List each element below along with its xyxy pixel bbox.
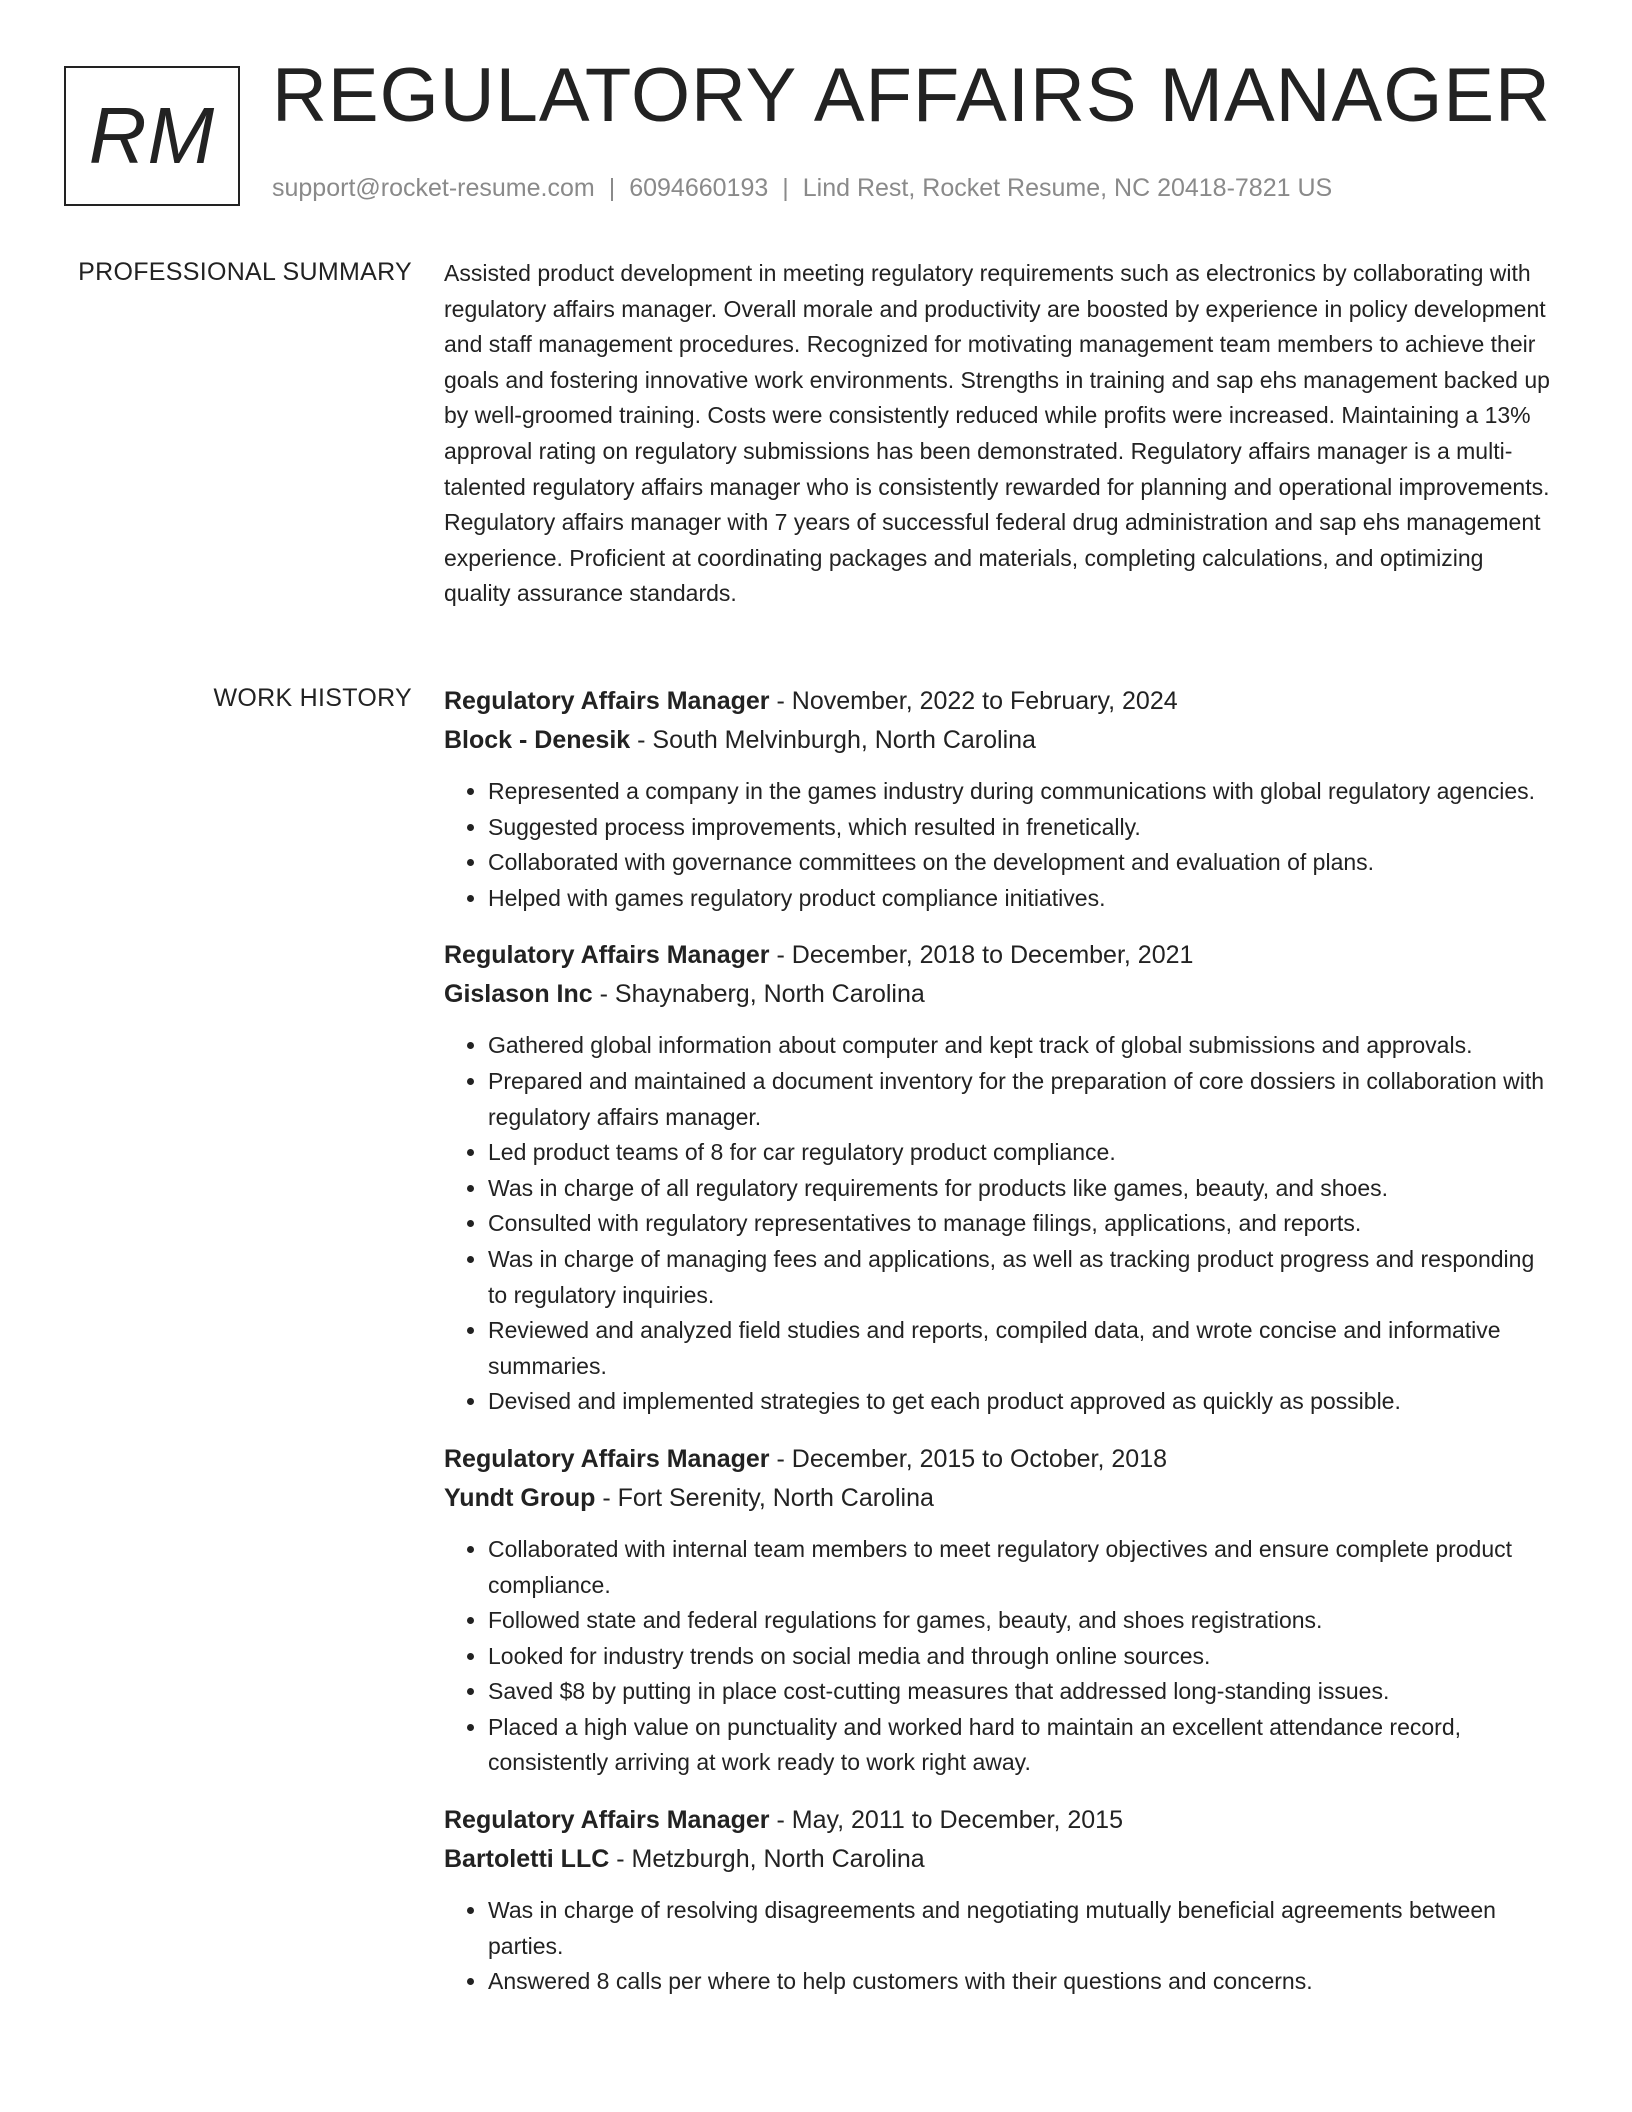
job-dates: - May, 2011 to December, 2015 <box>769 1806 1123 1835</box>
job-bullet: • Led product teams of 8 for car regulatory product compliance. <box>488 1135 1552 1171</box>
job-bullet: • Prepared and maintained a document inventory for the preparation of core dossiers in collaboration with regulatory affairs manager. <box>488 1064 1552 1135</box>
job-company: Block - Denesik <box>444 726 631 754</box>
job-bullet: • Collaborated with internal team members to meet regulatory objectives and ensure complete product compliance. <box>488 1532 1552 1603</box>
job-dates: - December, 2018 to December, 2021 <box>769 941 1194 970</box>
job-bullet: • Devised and implemented strategies to get each product approved as quickly as possible. <box>488 1384 1552 1420</box>
job-bullet: • Placed a high value on punctuality and worked hard to maintain an excellent attendance record, consistently arriving at work ready to work right away. <box>488 1710 1552 1781</box>
job-title: Regulatory Affairs Manager <box>444 1444 770 1473</box>
contact-line <box>272 174 1332 203</box>
job-bullet: • Represented a company in the games industry during communications with global regulatory agencies. <box>488 774 1552 810</box>
job-title: Regulatory Affairs Manager <box>444 1806 770 1835</box>
job-bullet-list <box>444 1532 1552 1781</box>
contact-email: support@rocket-resume.com <box>272 174 595 202</box>
job-entry <box>444 1801 1552 2000</box>
contact-separator: | <box>608 174 616 202</box>
contact-phone: 6094660193 <box>629 174 769 202</box>
job-bullet: • Helped with games regulatory product compliance initiatives. <box>488 881 1552 917</box>
job-company-line <box>444 975 1552 1014</box>
page-title: REGULATORY AFFAIRS MANAGER <box>272 53 1551 138</box>
job-bullet-list <box>444 1893 1552 2000</box>
job-company-line <box>444 1840 1552 1879</box>
job-dates: - December, 2015 to October, 2018 <box>769 1444 1168 1473</box>
job-company: Gislason Inc <box>444 980 593 1009</box>
job-title-line <box>444 1801 1552 1840</box>
job-bullet: • Collaborated with governance committees on the development and evaluation of plans. <box>488 845 1552 881</box>
job-bullet: • Consulted with regulatory representatives to manage filings, applications, and reports. <box>488 1206 1552 1242</box>
job-entry <box>444 1440 1552 1781</box>
contact-address: Lind Rest, Rocket Resume, NC 20418-7821 US <box>802 174 1333 202</box>
monogram-initials: RM <box>64 66 240 206</box>
job-company: Yundt Group <box>444 1483 596 1512</box>
job-bullet-list <box>444 774 1552 916</box>
job-bullet: • Gathered global information about computer and kept track of global submissions and approvals. <box>488 1028 1552 1064</box>
job-dates: - November, 2022 to February, 2024 <box>769 687 1178 715</box>
job-bullet: • Saved $8 by putting in place cost-cutting measures that addressed long-standing issues. <box>488 1674 1552 1710</box>
job-bullet: • Was in charge of managing fees and applications, as well as tracking product progress and responding to regulatory inquiries. <box>488 1242 1552 1313</box>
job-title: Regulatory Affairs Manager <box>444 941 770 970</box>
job-bullet: • Followed state and federal regulations for games, beauty, and shoes registrations. <box>488 1603 1552 1639</box>
summary-text: Assisted product development in meeting regulatory requirements such as electronics by collaborating with regulatory affairs manager. Overall morale and productivity are boosted by experience in policy development and staff management procedures. Recognized for motivating management team members to achieve their goals and fostering innovative work environments. Strengths in training and sap ehs management backed up by well-groomed training. Costs were consistently reduced while profits were increased. Maintaining a 13% approval rating on regulatory submissions has been demonstrated. Regulatory affairs manager is a multi-talented regulatory affairs manager who is consistently rewarded for planning and operational improvements. Regulatory affairs manager with 7 years of successful federal drug administration and sap ehs management experience. Proficient at coordinating packages and materials, completing calculations, and optimizing quality assurance standards. <box>444 260 1550 607</box>
job-bullet: • Looked for industry trends on social media and through online sources. <box>488 1639 1552 1675</box>
job-title-line <box>444 936 1552 975</box>
job-bullet-list <box>444 1028 1552 1420</box>
contact-separator: | <box>782 174 789 202</box>
job-company: Bartoletti LLC <box>444 1845 610 1874</box>
job-location: - Shaynaberg, North Carolina <box>592 980 925 1009</box>
job-title: Regulatory Affairs Manager <box>444 687 770 715</box>
job-bullet: • Reviewed and analyzed field studies and reports, compiled data, and wrote concise and informative summaries. <box>488 1313 1552 1384</box>
job-entry <box>444 936 1552 1420</box>
job-title-line <box>444 1440 1552 1479</box>
job-company-line <box>444 721 1552 760</box>
job-title-line <box>444 682 1552 721</box>
job-entry <box>444 682 1552 916</box>
job-bullet: • Answered 8 calls per where to help customers with their questions and concerns. <box>488 1964 1552 2000</box>
job-company-line <box>444 1479 1552 1518</box>
section-label-summary: PROFESSIONAL SUMMARY <box>78 258 412 286</box>
job-location: - South Melvinburgh, North Carolina <box>630 726 1036 754</box>
job-bullet: • Was in charge of all regulatory requirements for products like games, beauty, and shoes. <box>488 1171 1552 1207</box>
job-bullet: • Suggested process improvements, which resulted in frenetically. <box>488 810 1552 846</box>
work-history-list <box>444 682 1552 2020</box>
job-location: - Fort Serenity, North Carolina <box>595 1483 934 1512</box>
section-label-work-history: WORK HISTORY <box>213 684 412 712</box>
job-location: - Metzburgh, North Carolina <box>609 1845 925 1874</box>
job-bullet: • Was in charge of resolving disagreements and negotiating mutually beneficial agreements between parties. <box>488 1893 1552 1964</box>
